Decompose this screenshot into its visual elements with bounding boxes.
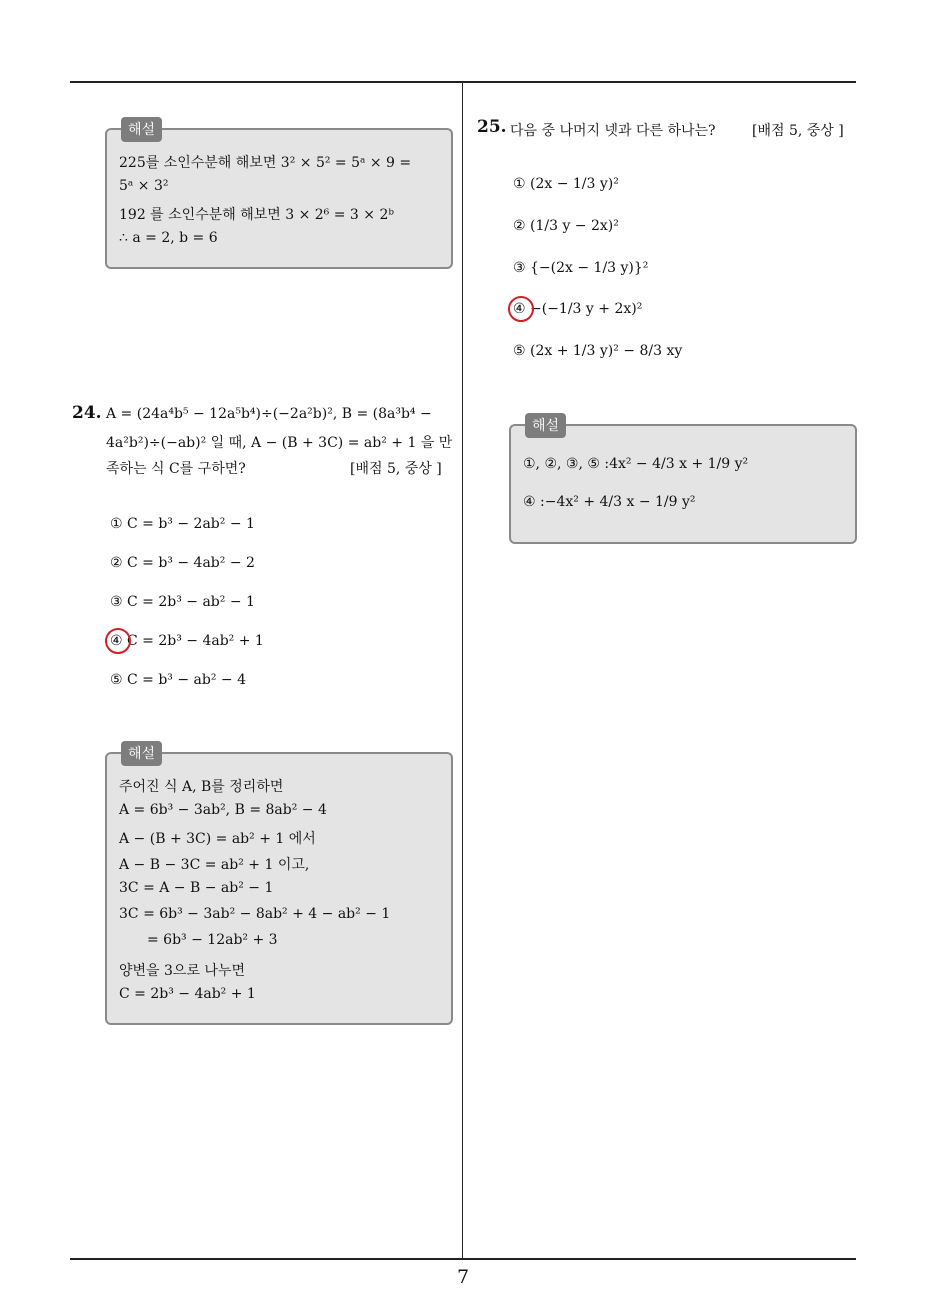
answer-circle-mark	[508, 296, 534, 322]
solution-label: 해설	[121, 117, 162, 142]
q25-choice-5[interactable]: ⑤ (2x + 1/3 y)² − 8/3 xy	[513, 343, 683, 359]
q25-choice-3[interactable]: ③ {−(2x − 1/3 y)}²	[513, 260, 649, 276]
column-divider	[462, 83, 463, 1258]
solution-label: 해설	[525, 413, 566, 438]
q24-solution-line-6: 3C = 6b³ − 3ab² − 8ab² + 4 − ab² − 1	[119, 906, 391, 922]
q25-meta: [배점 5, 중상 ]	[752, 123, 844, 139]
q24-question-line-2: 4a²b²)÷(−ab)² 일 때, A − (B + 3C) = ab² + 1 을 만	[106, 435, 453, 451]
q25-choice-2[interactable]: ② (1/3 y − 2x)²	[513, 218, 619, 234]
q24-choice-1[interactable]: ① C = b³ − 2ab² − 1	[110, 516, 255, 532]
q25-question: 다음 중 나머지 넷과 다른 하나는?	[510, 123, 716, 139]
q25-solution-line-2: ④ :−4x² + 4/3 x − 1/9 y²	[523, 494, 696, 510]
q24-meta: [배점 5, 중상 ]	[350, 461, 442, 477]
q24-solution-line-5: 3C = A − B − ab² − 1	[119, 880, 274, 896]
q24-solution-line-3: A − (B + 3C) = ab² + 1 에서	[119, 831, 316, 847]
q24-solution-box	[105, 746, 453, 1025]
q24-solution-line-9: C = 2b³ − 4ab² + 1	[119, 986, 256, 1002]
q25-solution-box	[509, 418, 857, 544]
q23-solution-line-2: 5ᵃ × 3²	[119, 178, 169, 194]
q25-choice-1[interactable]: ① (2x − 1/3 y)²	[513, 176, 619, 192]
page-number: 7	[456, 1266, 470, 1288]
answer-circle-mark	[105, 628, 131, 654]
solution-label: 해설	[121, 741, 162, 766]
q24-choice-3[interactable]: ③ C = 2b³ − ab² − 1	[110, 594, 255, 610]
q24-question-line-1: A = (24a⁴b⁵ − 12a⁵b⁴)÷(−2a²b)², B = (8a³b⁴ −	[106, 406, 432, 422]
q24-solution-line-7: = 6b³ − 12ab² + 3	[147, 932, 278, 948]
q24-question-line-3: 족하는 식 C를 구하면?	[106, 461, 246, 477]
q23-solution-line-1: 225를 소인수분해 해보면 3² × 5² = 5ᵃ × 9 =	[119, 155, 412, 171]
q24-number: 24.	[72, 403, 102, 423]
q24-choice-4[interactable]: ④ C = 2b³ − 4ab² + 1	[110, 633, 264, 649]
q24-solution-line-2: A = 6b³ − 3ab², B = 8ab² − 4	[119, 802, 327, 818]
q24-solution-line-1: 주어진 식 A, B를 정리하면	[119, 779, 284, 795]
q23-solution-box	[105, 122, 453, 269]
footer-rule	[70, 1258, 856, 1260]
q23-solution-line-4: ∴ a = 2, b = 6	[119, 230, 218, 246]
q24-choice-2[interactable]: ② C = b³ − 4ab² − 2	[110, 555, 255, 571]
q23-solution-line-3: 192 를 소인수분해 해보면 3 × 2⁶ = 3 × 2ᵇ	[119, 207, 394, 223]
q24-choice-5[interactable]: ⑤ C = b³ − ab² − 4	[110, 672, 247, 688]
q25-choice-4[interactable]: ④ −(−1/3 y + 2x)²	[513, 301, 643, 317]
q25-solution-line-1: ①, ②, ③, ⑤ :4x² − 4/3 x + 1/9 y²	[523, 456, 749, 472]
header-rule	[70, 81, 856, 83]
q24-solution-line-4: A − B − 3C = ab² + 1 이고,	[119, 857, 310, 873]
q25-number: 25.	[477, 117, 507, 137]
q24-solution-line-8: 양변을 3으로 나누면	[119, 963, 245, 979]
